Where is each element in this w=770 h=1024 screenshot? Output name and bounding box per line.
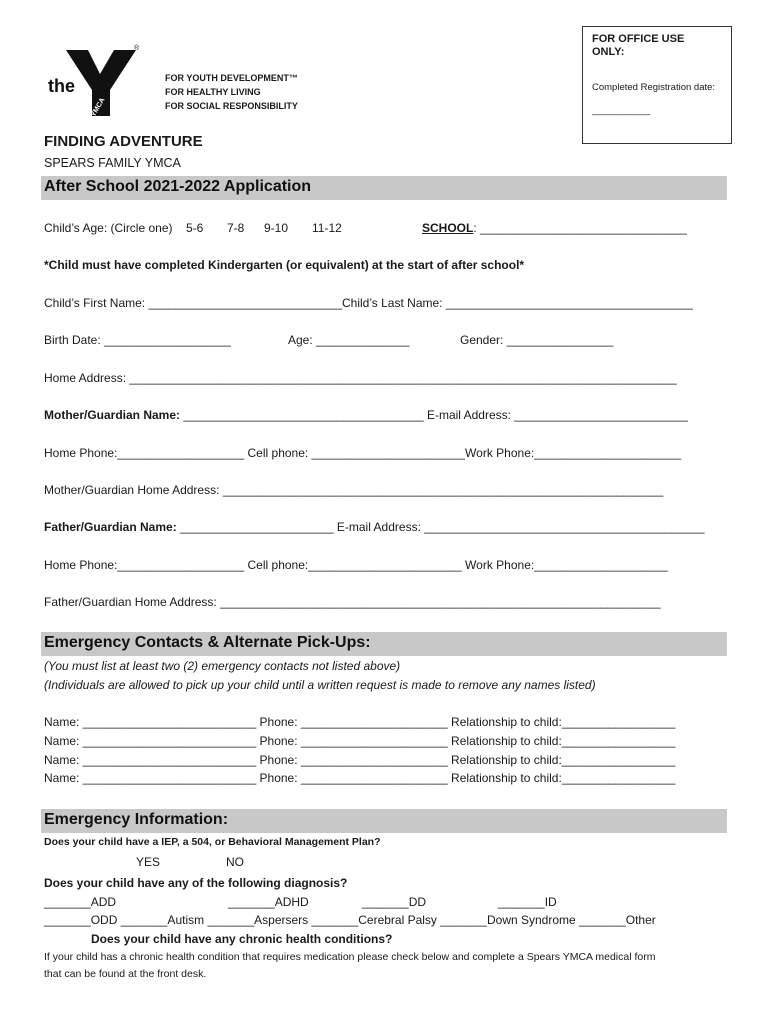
school-field[interactable] <box>422 221 687 235</box>
iep-yes-option[interactable]: YES <box>136 855 161 869</box>
footer-text-2: that can be found at the front desk. <box>44 968 207 980</box>
diagnosis-id[interactable]: _______ID <box>498 895 557 909</box>
father-name-row[interactable] <box>44 520 705 534</box>
diagnosis-add[interactable]: _______ADD <box>44 895 117 909</box>
logo-tagline-2: FOR HEALTHY LIVING <box>165 87 261 97</box>
age-field[interactable]: Age: ______________ <box>288 333 410 347</box>
contact-row-2[interactable]: Name: __________________________ Phone: ______________________ Relationship to child:_________________ <box>44 734 676 748</box>
diagnosis-dd[interactable]: _______DD <box>362 895 427 909</box>
logo-tagline-1: FOR YOUTH DEVELOPMENT™ <box>165 73 298 83</box>
diagnosis-question: Does your child have any of the following diagnosis? <box>44 876 348 890</box>
home-address-field[interactable]: Home Address: __________________________________________________________________________________ <box>44 371 677 385</box>
mother-address-field[interactable]: Mother/Guardian Home Address: __________________________________________________________________ <box>44 483 664 497</box>
emergency-note-2: (Individuals are allowed to pick up your child until a written request is made to remove any names listed) <box>44 678 596 692</box>
logo-tm: ® <box>134 45 140 52</box>
father-name-label: Father/Guardian Name: <box>44 520 177 534</box>
office-registration-label: Completed Registration date: <box>592 82 716 93</box>
section-title-emergency-contacts: Emergency Contacts & Alternate Pick-Ups: <box>44 634 371 651</box>
iep-question: Does your child have a IEP, a 504, or Behavioral Management Plan? <box>44 836 381 848</box>
iep-no-option[interactable]: NO <box>226 855 244 869</box>
mother-name-rest: ____________________________________ E-mail Address: __________________________ <box>180 408 688 422</box>
logo-the: the <box>48 76 75 96</box>
age-option-11-12[interactable]: 11-12 <box>312 221 342 235</box>
chronic-question: Does your child have any chronic health conditions? <box>91 932 393 946</box>
child-name-fields[interactable]: Child’s First Name: _____________________________Child’s Last Name: _____________________________________ <box>44 296 693 310</box>
logo-tagline-3: FOR SOCIAL RESPONSIBILITY <box>165 101 298 111</box>
age-label: Child’s Age: (Circle one) <box>44 221 173 235</box>
section-bar-application <box>41 176 727 200</box>
diagnosis-row-2[interactable]: _______ODD _______Autism _______Aspersers _______Cerebral Palsy _______Down Syndrome _______Other <box>44 913 656 927</box>
father-name-rest: _______________________ E-mail Address: __________________________________________ <box>176 520 705 534</box>
diagnosis-adhd[interactable]: _______ADHD <box>228 895 309 909</box>
emergency-note-1: (You must list at least two (2) emergency contacts not listed above) <box>44 659 401 673</box>
school-label: SCHOOL <box>422 221 474 235</box>
age-option-7-8[interactable]: 7-8 <box>227 221 245 235</box>
section-bar-emergency-contacts <box>41 632 727 656</box>
father-phones-row[interactable]: Home Phone:___________________ Cell phone:_______________________ Work Phone:____________________ <box>44 558 668 572</box>
program-title: FINDING ADVENTURE <box>44 133 203 150</box>
office-use-box <box>582 26 732 144</box>
section-title-application: After School 2021-2022 Application <box>44 178 312 195</box>
office-registration-line: ___________ <box>592 105 651 116</box>
office-title: FOR OFFICE USE ONLY: <box>592 33 685 58</box>
birth-date-field[interactable]: Birth Date: ___________________ <box>44 333 231 347</box>
section-title-emergency-info: Emergency Information: <box>44 811 229 828</box>
branch-name: SPEARS FAMILY YMCA <box>44 156 181 170</box>
contact-row-1[interactable]: Name: __________________________ Phone: ______________________ Relationship to child:_________________ <box>44 715 676 729</box>
mother-phones-row[interactable]: Home Phone:___________________ Cell phone: _______________________Work Phone:______________________ <box>44 446 682 460</box>
age-option-5-6[interactable]: 5-6 <box>186 221 204 235</box>
mother-name-label: Mother/Guardian Name: <box>44 408 181 422</box>
mother-name-row[interactable] <box>44 408 688 422</box>
section-bar-emergency-info <box>41 809 727 833</box>
age-option-9-10[interactable]: 9-10 <box>264 221 289 235</box>
school-line: : _______________________________ <box>473 221 687 235</box>
logo-ymca-small: YMCA <box>90 96 107 119</box>
kindergarten-note: *Child must have completed Kindergarten (or equivalent) at the start of after school* <box>44 258 525 272</box>
footer-text-1: If your child has a chronic health condition that requires medication please check below and complete a Spears YMCA medical form <box>44 951 656 963</box>
gender-field[interactable]: Gender: ________________ <box>460 333 614 347</box>
contact-row-3[interactable]: Name: __________________________ Phone: ______________________ Relationship to child:_________________ <box>44 753 676 767</box>
father-address-field[interactable]: Father/Guardian Home Address: __________________________________________________________________ <box>44 595 661 609</box>
contact-row-4[interactable]: Name: __________________________ Phone: ______________________ Relationship to child:_________________ <box>44 771 676 785</box>
